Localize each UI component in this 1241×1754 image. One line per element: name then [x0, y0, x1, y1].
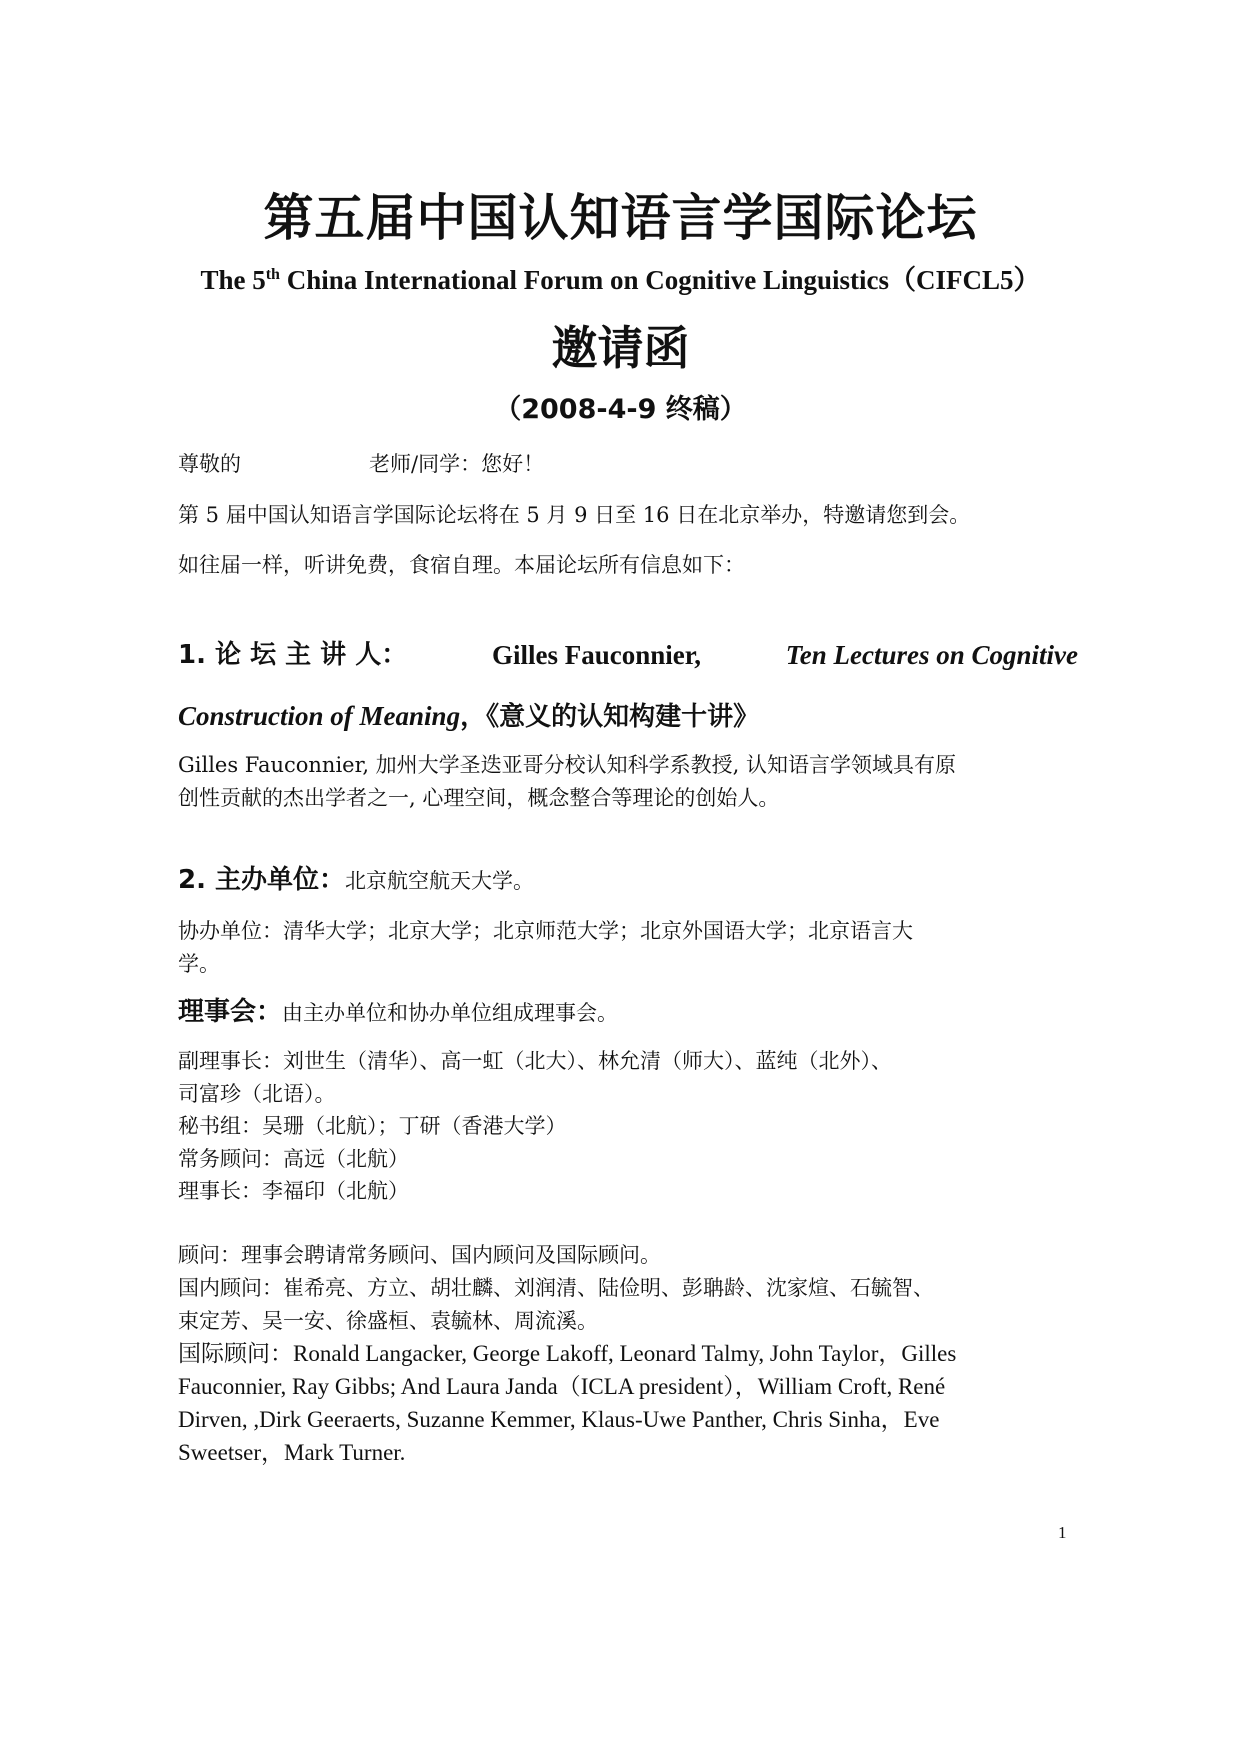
domestic-advisors-line-2: 束定芳、吴一安、徐盛桓、袁毓林、周流溪。 — [178, 1309, 598, 1333]
council-chair: 理事长：李福印（北航） — [178, 1179, 409, 1203]
forum-title-en — [0, 258, 1241, 297]
draft-note: （2008-4-9 终稿） — [494, 394, 747, 425]
page-number: 1 — [1058, 1523, 1067, 1542]
co-host-line-1: 协办单位：清华大学；北京大学；北京师范大学；北京外国语大学；北京语言大 — [178, 919, 913, 943]
vice-chairs-line-2: 司富珍（北语）。 — [178, 1082, 336, 1106]
intl-advisors-line-3: Dirven, ,Dirk Geeraerts, Suzanne Kemmer, Klaus-Uwe Panther, Chris Sinha，Eve — [178, 1407, 940, 1432]
standing-advisor: 常务顾问：高远（北航） — [178, 1147, 409, 1171]
speaker-bio-line-2: 创性贡献的杰出学者之一, 心理空间，概念整合等理论的创始人。 — [178, 786, 780, 810]
section1-speaker: Gilles Fauconnier, — [491, 640, 701, 670]
domestic-advisors-line-1: 国内顾问：崔希亮、方立、胡壮麟、刘润清、陆俭明、彭聃龄、沈家煊、石毓智、 — [178, 1276, 934, 1300]
forum-title-zh: 第五届中国认知语言学国际论坛 — [263, 189, 978, 247]
title-en-sup: th — [265, 266, 280, 283]
council-heading-line — [178, 992, 1078, 1034]
intl-advisors-line-2: Fauconnier, Ray Gibbs; And Laura Janda（ICLA president），William Croft, René — [178, 1374, 946, 1399]
section1-book-part2: Construction of Meaning — [178, 701, 461, 731]
title-en-prefix: The 5 — [200, 265, 266, 295]
intl-advisors-line-1: 国际顾问：Ronald Langacker, George Lakoff, Leonard Talmy, John Taylor，Gilles — [178, 1341, 957, 1366]
intro-line-1: 第 5 届中国认知语言学国际论坛将在 5 月 9 日至 16 日在北京举办，特邀请您到会。 — [178, 503, 971, 527]
section1-heading-line — [178, 635, 1078, 675]
greeting — [178, 448, 1078, 480]
co-host-line-2: 学。 — [178, 952, 220, 976]
section1-book-zh: ，《意义的认知构建十讲》 — [460, 702, 760, 732]
advisors-intro: 顾问：理事会聘请常务顾问、国内顾问及国际顾问。 — [178, 1243, 661, 1267]
section2-host: 北京航空航天大学。 — [345, 869, 535, 893]
intl-advisors-line-4: Sweetser，Mark Turner. — [178, 1440, 406, 1465]
title-en-suffix: China International Forum on Cognitive Linguistics（CIFCL5） — [279, 265, 1041, 295]
speaker-bio-line-1: Gilles Fauconnier, 加州大学圣迭亚哥分校认知科学系教授, 认知语言学领域具有原 — [178, 753, 957, 777]
secretary-group: 秘书组：吴珊（北航）；丁研（香港大学） — [178, 1114, 567, 1138]
section2-heading: 2. 主办单位： — [178, 865, 346, 895]
council-heading: 理事会： — [178, 997, 283, 1027]
intro-line-2: 如往届一样，听讲免费，食宿自理。本届论坛所有信息如下： — [178, 553, 745, 577]
invitation-title: 邀请函 — [551, 321, 690, 375]
section2-heading-line — [178, 860, 1078, 902]
council-desc: 由主办单位和协办单位组成理事会。 — [282, 1001, 619, 1025]
section1-book-part1: Ten Lectures on Cognitive — [785, 640, 1078, 670]
section1-book-line — [178, 696, 1078, 739]
section1-heading: 1. 论 坛 主 讲 人： — [178, 640, 408, 670]
greeting-left: 尊敬的 — [178, 452, 241, 476]
vice-chairs-line-1: 副理事长：刘世生（清华）、高一虹（北大）、林允清（师大）、蓝纯（北外）、 — [178, 1049, 892, 1073]
greeting-right: 老师/同学：您好！ — [369, 452, 545, 476]
